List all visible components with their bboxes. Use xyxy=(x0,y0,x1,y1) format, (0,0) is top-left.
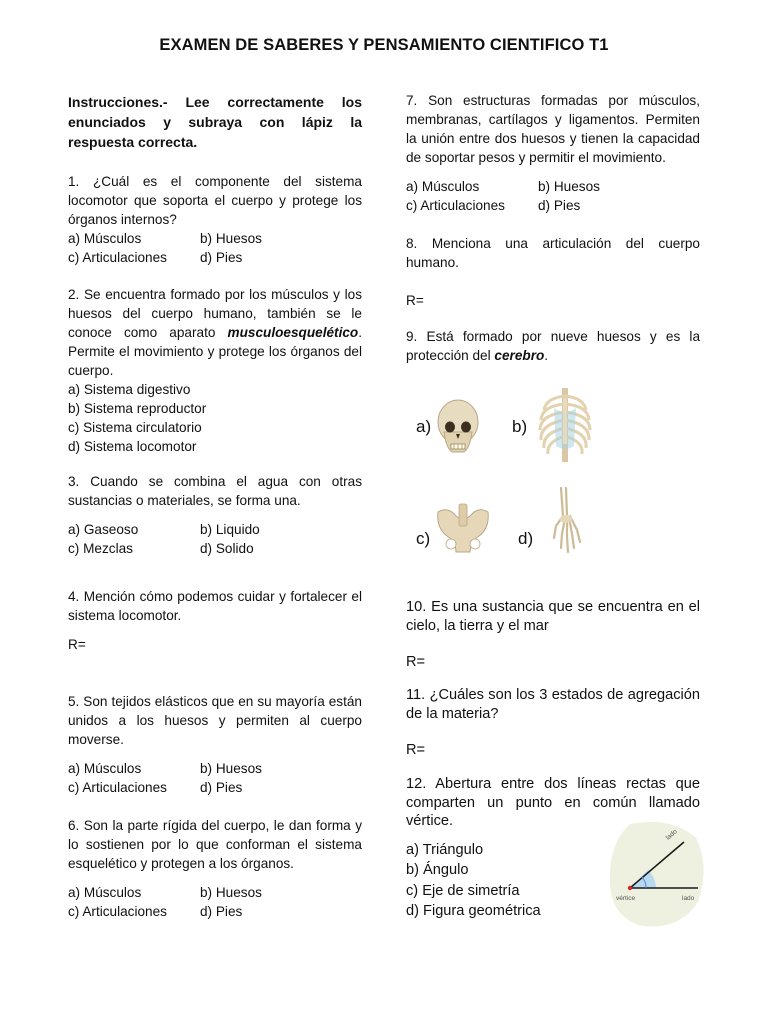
figure-background xyxy=(610,822,704,927)
image-label-a[interactable]: a) xyxy=(416,417,432,436)
image-label-b[interactable]: b) xyxy=(512,417,528,436)
question-10 xyxy=(406,598,700,672)
options xyxy=(68,883,362,921)
option-c[interactable]: c) Eje de simetría xyxy=(406,882,520,899)
question-text: 4. Mención cómo podemos cuidar y fortalecer el sistema locomotor. xyxy=(68,589,362,623)
option-a[interactable]: a) Músculos xyxy=(68,231,142,246)
option-a[interactable]: a) Músculos xyxy=(68,885,142,900)
question-1 xyxy=(68,172,362,267)
hand-bones-image[interactable] xyxy=(550,486,584,560)
options xyxy=(406,177,700,215)
angle-figure xyxy=(608,818,708,930)
question-2 xyxy=(68,285,362,456)
answer-line[interactable]: R= xyxy=(406,742,426,758)
side-label-top: lado xyxy=(664,828,679,842)
option-b[interactable]: b) Huesos xyxy=(200,761,262,776)
option-d[interactable]: d) Sistema locomotor xyxy=(68,439,197,454)
text-part: 2. Se encuentra formado por los músculos y los huesos del cuerpo humano, también se le conoce como aparato xyxy=(68,287,362,340)
question-11 xyxy=(406,686,700,760)
question-text: 11. ¿Cuáles son los 3 estados de agregación de la materia? xyxy=(406,687,700,722)
image-label-d[interactable]: d) xyxy=(518,529,534,548)
option-c[interactable]: c) Articulaciones xyxy=(68,780,167,795)
question-5 xyxy=(68,692,362,797)
options xyxy=(68,759,362,797)
question-text: 5. Son tejidos elásticos que en su mayoría están unidos a los huesos y permiten al cuerpo moverse. xyxy=(68,694,362,747)
option-c[interactable]: c) Articulaciones xyxy=(68,250,167,265)
option-b[interactable]: b) Huesos xyxy=(538,179,600,194)
pelvis-image[interactable] xyxy=(434,500,492,558)
options xyxy=(68,380,362,456)
question-8 xyxy=(406,234,700,310)
question-text: 10. Es una sustancia que se encuentra en el cielo, la tierra y el mar xyxy=(406,599,700,634)
option-c[interactable]: c) Mezclas xyxy=(68,541,133,556)
option-a[interactable]: a) Triángulo xyxy=(406,841,484,858)
instructions-block xyxy=(68,92,362,152)
question-text xyxy=(68,285,362,380)
option-a[interactable]: a) Músculos xyxy=(406,179,480,194)
instructions: Instrucciones.- Lee correctamente los enunciados y subraya con lápiz la respuesta correcta. xyxy=(68,94,362,150)
option-a[interactable]: a) Sistema digestivo xyxy=(68,382,191,397)
option-d[interactable]: d) Solido xyxy=(200,541,254,556)
option-d[interactable]: d) Pies xyxy=(538,198,581,213)
skull-image[interactable] xyxy=(432,398,484,460)
text-part: 9. Está formado por nueve huesos y es la protección del xyxy=(406,329,700,363)
answer-line[interactable]: R= xyxy=(406,293,424,308)
question-text: 3. Cuando se combina el agua con otras sustancias o materiales, se forma una. xyxy=(68,474,362,508)
question-6 xyxy=(68,816,362,921)
options xyxy=(68,229,362,267)
option-d[interactable]: d) Pies xyxy=(200,904,243,919)
emphasis-term: musculoesquelético xyxy=(227,325,359,340)
option-d[interactable]: d) Pies xyxy=(200,780,243,795)
option-d[interactable]: d) Pies xyxy=(200,250,243,265)
image-label-c[interactable]: c) xyxy=(416,529,431,548)
vertex-point xyxy=(628,886,632,890)
options xyxy=(68,520,362,558)
option-a[interactable]: a) Músculos xyxy=(68,761,142,776)
side-label-bottom: lado xyxy=(682,895,695,902)
answer-line[interactable]: R= xyxy=(406,654,426,670)
vertex-label: vértice xyxy=(616,895,636,902)
option-b[interactable]: b) Liquido xyxy=(200,522,260,537)
exam-title: EXAMEN DE SABERES Y PENSAMIENTO CIENTIFICO T1 xyxy=(159,36,609,54)
question-text: 6. Son la parte rígida del cuerpo, le dan forma y lo sostienen por lo que conforman el sistema esquelético y protegen a los órganos. xyxy=(68,818,362,871)
option-c[interactable]: c) Sistema circulatorio xyxy=(68,420,202,435)
question-7 xyxy=(406,91,700,215)
option-b[interactable]: b) Huesos xyxy=(200,231,262,246)
question-text xyxy=(406,327,700,365)
option-c[interactable]: c) Articulaciones xyxy=(68,904,167,919)
option-a[interactable]: a) Gaseoso xyxy=(68,522,139,537)
rib-cage-image[interactable] xyxy=(534,386,596,466)
question-text: 12. Abertura entre dos líneas rectas que comparten un punto en común llamado vértice. xyxy=(406,776,700,829)
question-text: 1. ¿Cuál es el componente del sistema locomotor que soporta el cuerpo y protege los órganos internos? xyxy=(68,174,362,227)
question-text: 7. Son estructuras formadas por músculos, membranas, cartílagos y ligamentos. Permiten la unión entre dos huesos y tienen la capacidad de soportar pesos y permitir el movimiento. xyxy=(406,93,700,165)
answer-line[interactable]: R= xyxy=(68,637,86,652)
option-c[interactable]: c) Articulaciones xyxy=(406,198,505,213)
text-part: . Permite el movimiento y protege los órganos del cuerpo. xyxy=(68,325,362,378)
question-4 xyxy=(68,587,362,654)
option-b[interactable]: b) Ángulo xyxy=(406,862,469,878)
question-3 xyxy=(68,472,362,558)
question-text: 8. Menciona una articulación del cuerpo humano. xyxy=(406,236,700,270)
option-b[interactable]: b) Sistema reproductor xyxy=(68,401,207,416)
text-part: . xyxy=(544,348,549,363)
option-b[interactable]: b) Huesos xyxy=(200,885,262,900)
emphasis-term: cerebro xyxy=(494,348,545,363)
option-d[interactable]: d) Figura geométrica xyxy=(406,903,541,919)
question-9 xyxy=(406,327,700,365)
